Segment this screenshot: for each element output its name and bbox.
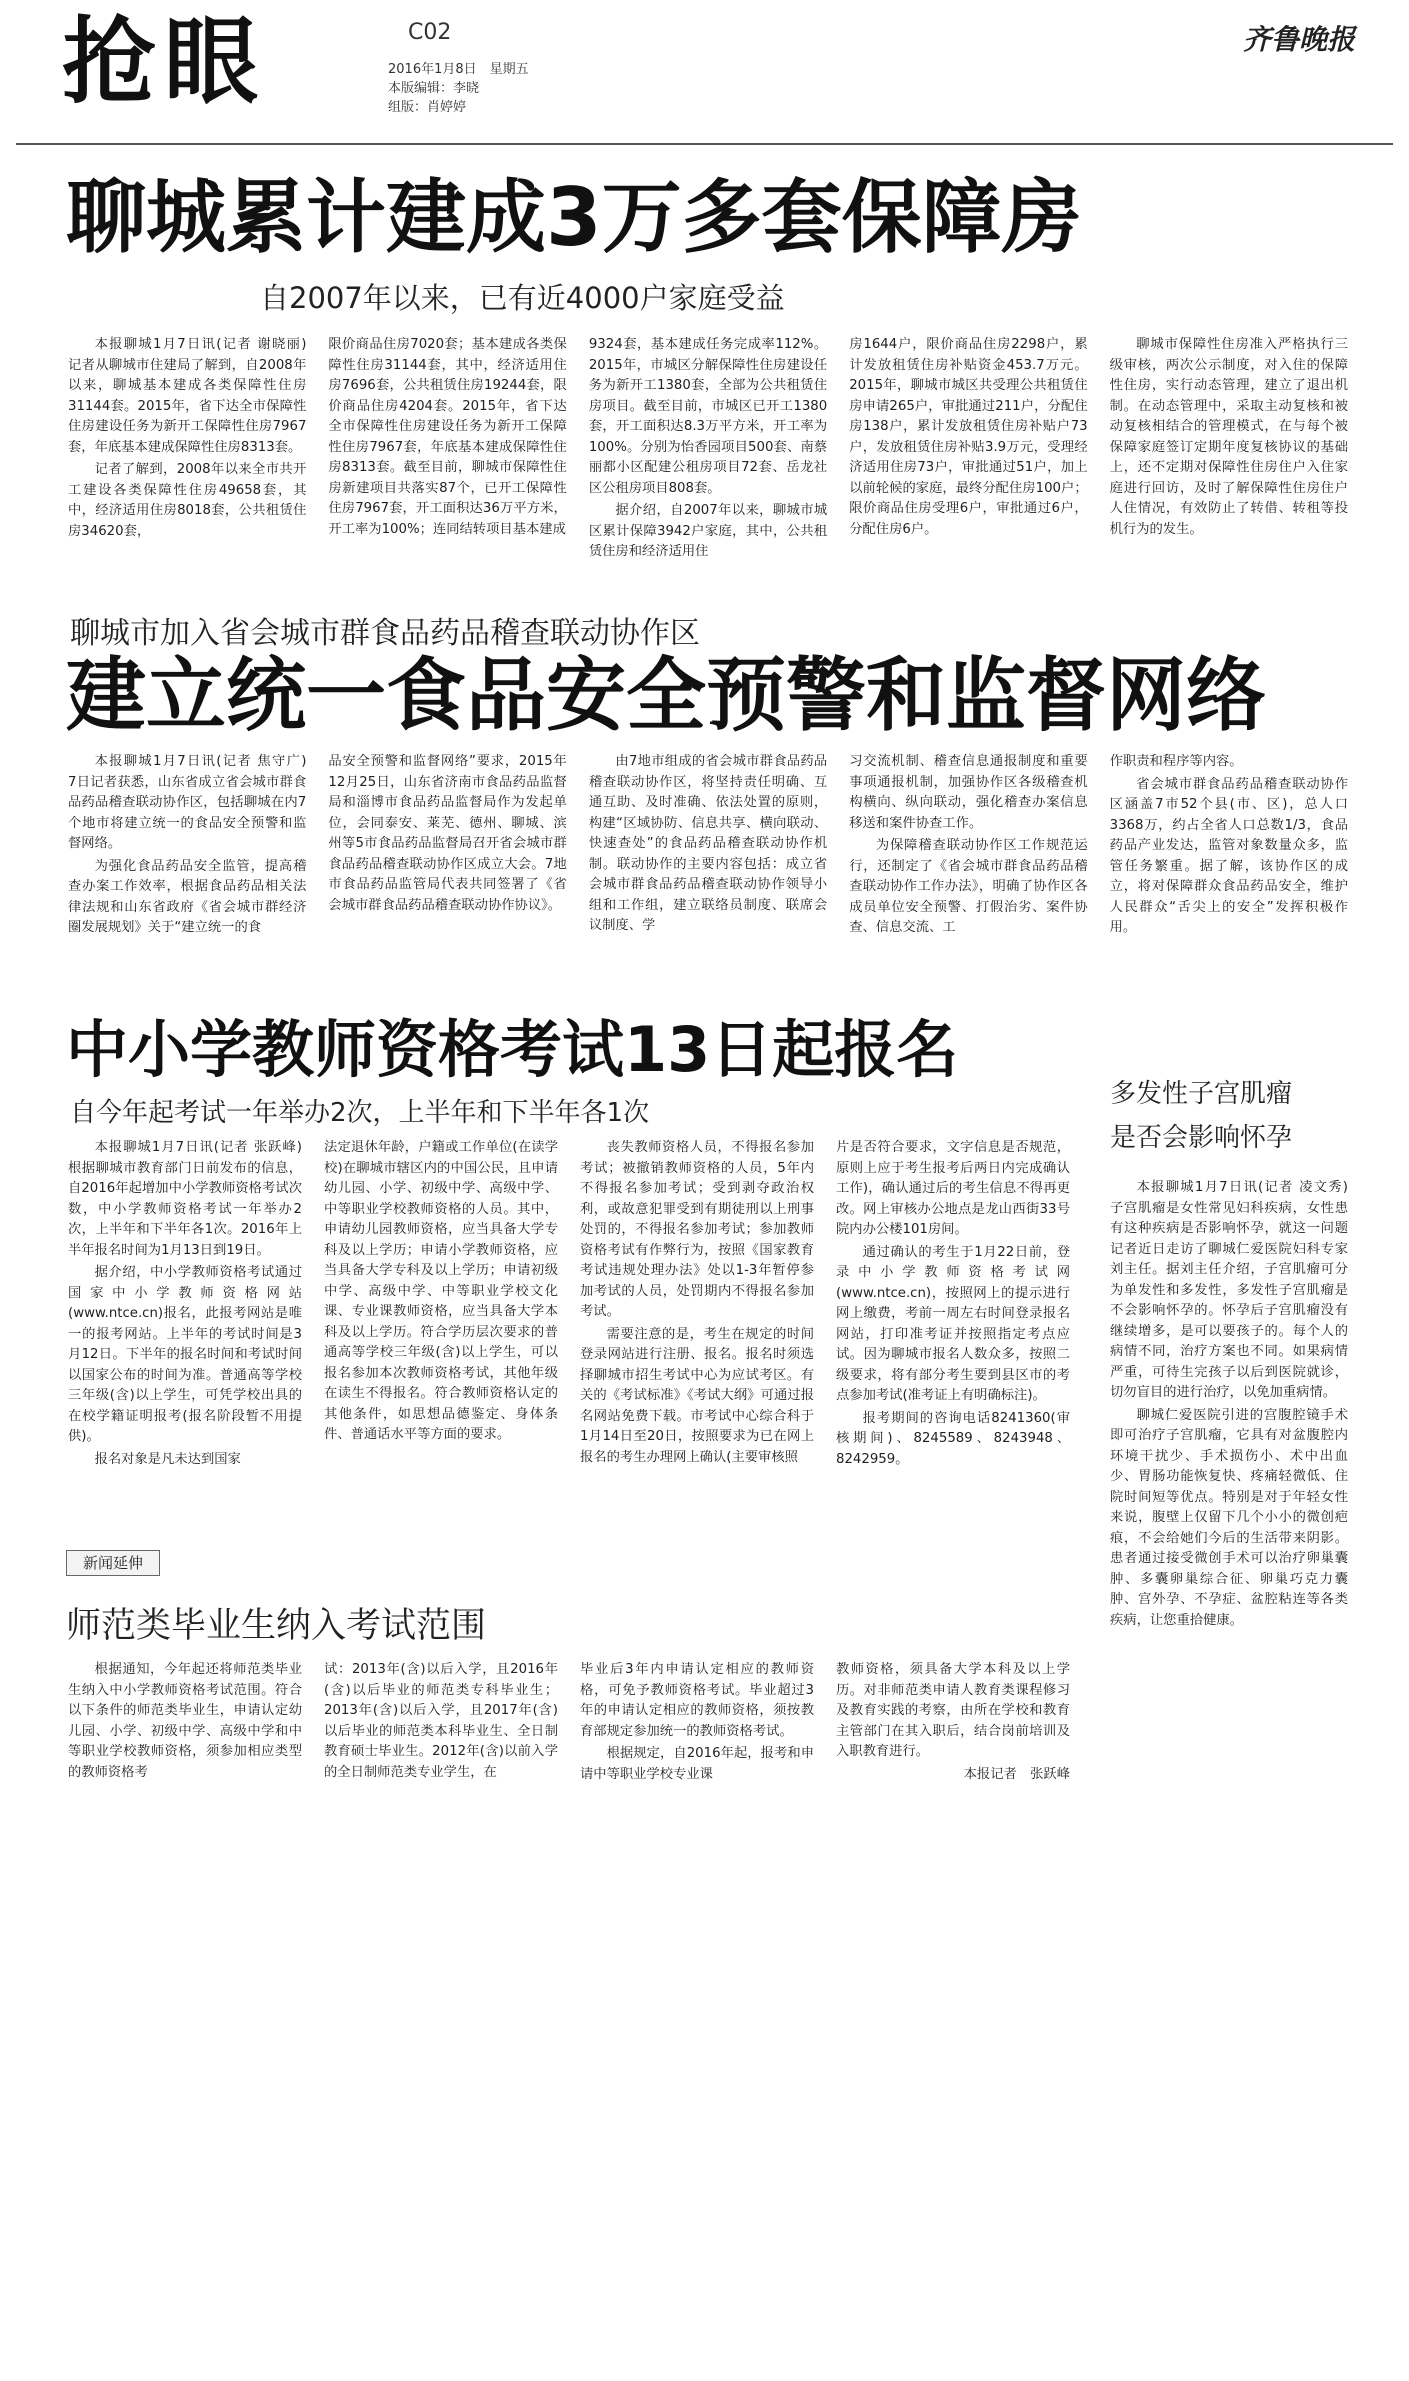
story1-column	[328, 335, 566, 583]
story1-subtitle: 自2007年以来，已有近4000户家庭受益	[260, 281, 785, 315]
sidebar-headline-line: 多发性子宫肌瘤	[1110, 1079, 1293, 1109]
story3-body	[68, 1138, 1070, 1538]
sidebar-headline	[1110, 1072, 1292, 1160]
paragraph: 法定退休年龄，户籍或工作单位(在读学校)在聊城市辖区内的中国公民，且申请幼儿园、小学、初级中学、高级中学、中等职业学校教师资格的人员。其中，申请幼儿园教师资格，应当具备大学专科及以上学历；申请小学教师资格，应当具备大学专科及以上学历；申请初级中学、高级中学、中等职业学校文化课、专业课教师资格，应当具备大学本科及以上学历。符合学历层次要求的普通高等学校三年级(含)以上学生，可以报名参加本次教师资格考试，其他年级在读生不得报名。符合教师资格认定的其他条件，如思想品德鉴定、身体条件、普通话水平等方面的要求。	[324, 1140, 558, 1442]
page-code: C02	[408, 20, 452, 45]
paragraph: 记者了解到，2008年以来全市共开工建设各类保障性住房49658套，其中，经济适用住房8018套，公共租赁住房34620套，	[68, 462, 307, 539]
paragraph: 限价商品住房7020套；基本建成各类保障性住房31144套，其中，经济适用住房7696套，公共租赁住房19244套，限价商品住房4204套。2015年，省下达全市保障性住房建设任务为新开工保障性住房7967套，年底基本建成保障性住房8313套。截至目前，聊城市保障性住房新建项目共落实87个，已开工保障性住房7967套，开工面积达36万平方米，开工率为100%；连同结转项目基本建成	[328, 337, 567, 537]
paragraph: 省会城市群食品药品稽查联动协作区涵盖7市52个县(市、区)，总人口3368万，约占全省人口总数1/3，食品药品产业发达，监管对象数量众多，监管任务繁重。据了解，该协作区的成立，将对保障群众食品药品安全，维护人民群众“舌尖上的安全”发挥积极作用。	[1109, 776, 1349, 935]
paragraph: 9324套，基本建成任务完成率112%。2015年，市城区分解保障性住房建设任务为新开工1380套，全部为公共租赁住房项目。截至目前，市城区已开工1380套，开工面积达8.3万平方米，开工率为100%。分别为怡香园项目500套、南蔡丽都小区配建公租房项目72套、岳龙社区公租房项目808套。	[588, 337, 828, 496]
sidebar-body	[1110, 1178, 1362, 1798]
paragraph: 本报聊城1月7日讯(记者 谢晓丽) 记者从聊城市住建局了解到，自2008年以来，聊城基本建成各类保障性住房31144套。2015年，省下达全市保障性住房建设任务为新开工保障性住房7967套，年底基本建成保障性住房8313套。	[68, 337, 320, 455]
story1-column	[589, 335, 827, 583]
story2-column	[68, 752, 320, 984]
story4-column	[836, 1660, 1070, 1810]
story2-headline: 建立统一食品安全预警和监督网络	[66, 649, 1266, 742]
paragraph: 片是否符合要求，文字信息是否规范，原则上应于考生报考后两日内完成确认工作)，确认通过后的考生信息不得再更改。网上审核办公地点是龙山西街33号院内办公楼101房间。	[836, 1140, 1070, 1237]
paragraph: 为强化食品药品安全监管，提高稽查办案工作效率，根据食品药品相关法律法规和山东省政府《省会城市群经济圈发展规划》关于“建立统一的食	[68, 858, 307, 935]
issue-date: 2016年1月8日 星期五	[388, 62, 529, 77]
paragraph: 根据规定，自2016年起，报考和申请中等职业学校专业课	[580, 1746, 814, 1782]
paragraph: 品安全预警和监督网络”要求，2015年12月25日，山东省济南市食品药品监督局和淄博市食品药品监督局作为发起单位，会同泰安、莱芜、德州、聊城、滨州等5市食品药品监督局召开省会城市群食品药品稽查联动协作区成立大会。7地市食品药品监管局代表共同签署了《省会城市群食品药品稽查联动协作协议》。	[328, 754, 567, 913]
story1-column	[1110, 335, 1348, 583]
paragraph: 据介绍，自2007年以来，聊城市城区累计保障3942户家庭，其中，公共租赁住房和经济适用住	[588, 503, 828, 559]
paragraph: 聊城仁爱医院引进的宫腹腔镜手术即可治疗子宫肌瘤，它具有对盆腹腔内环境干扰少、手术损伤小、术中出血少、胃肠功能恢复快、疼痛轻微低、住院时间短等优点。特别是对于年轻女性来说，腹壁上仅留下几个小小的微创疤痕，不会给她们今后的生活带来阴影。患者通过接受微创手术可以治疗卵巢囊肿、多囊卵巢综合征、卵巢巧克力囊肿、宫外孕、不孕症、盆腔粘连等各类疾病，让您重拾健康。	[1110, 1407, 1348, 1628]
story2-column	[849, 752, 1087, 984]
masthead-meta	[388, 60, 529, 117]
news-extension-tag: 新闻延伸	[66, 1550, 160, 1576]
story3-column	[580, 1138, 814, 1538]
paragraph: 为保障稽查联动协作区工作规范运行，还制定了《省会城市群食品药品稽查联动协作工作办法》，明确了协作区各成员单位安全预警、打假治劣、案件协查、信息交流、工	[849, 838, 1088, 935]
story4-column	[324, 1660, 558, 1810]
story2-column	[1110, 752, 1348, 984]
layout-credit: 组版：肖婷婷	[388, 100, 467, 115]
story1-body	[68, 335, 1348, 583]
story3-column	[68, 1138, 316, 1538]
paragraph: 报名对象是凡未达到国家	[94, 1451, 241, 1467]
paragraph: 丧失教师资格人员，不得报名参加考试；被撤销教师资格的人员，5年内不得报名参加考试；受到剥夺政治权利，或故意犯罪受到有期徒刑以上刑事处罚的，不得报名参加考试；参加教师资格考试有作弊行为，按照《国家教育考试违规处理办法》处以1-3年暂停参加考试的人员，处罚期内不得报名参加考试。	[580, 1140, 814, 1319]
paragraph: 由7地市组成的省会城市群食品药品稽查联动协作区，将坚持责任明确、互通互助、及时准确、依法处置的原则，构建“区域协防、信息共享、横向联动、快速查处”的食品药品稽查联动协作机制。联动协作的主要内容包括：成立省会城市群食品药品稽查联动协作领导小组和工作组，建立联络员制度、联席会议制度、学	[588, 754, 828, 933]
story4-column	[68, 1660, 302, 1810]
paragraph: 聊城市保障性住房准入严格执行三级审核，两次公示制度，对入住的保障性住房，实行动态管理，建立了退出机制。在动态管理中，采取主动复核和被动复核相结合的管理模式，在与每个被保障家庭签订定期年度复核协议的基础上，还不定期对保障性住房住户入住家庭进行回访，及时了解保障性住房住户人住情况，有效防止了转借、转租等投机行为的发生。	[1109, 337, 1349, 537]
paragraph: 本报聊城1月7日讯(记者 焦守广) 7日记者获悉，山东省成立省会城市群食品药品稽查联动协作区，包括聊城在内7个地市将建立统一的食品安全预警和监督网络。	[68, 754, 320, 851]
story2-column	[589, 752, 827, 984]
paragraph: 通过确认的考生于1月22日前，登录中小学教师资格考试网(www.ntce.cn)，按照网上的提示进行网上缴费，考前一周左右时间登录报名网站，打印准考证并按照指定考点应试。因为聊城市报名人数众多，按照二级要求，将有部分考生要到县区市的考点参加考试(准考证上有明确标注)。	[836, 1244, 1070, 1403]
paragraph: 试：2013年(含)以后入学，且2016年(含)以后毕业的师范类专科毕业生；2013年(含)以后入学，且2017年(含)以后毕业的师范类本科毕业生、全日制教育硕士毕业生。2012年(含)以前入学的全日制师范类专业学生，在	[324, 1662, 558, 1780]
paragraph: 需要注意的是，考生在规定的时间登录网站进行注册、报名。报名时须选择聊城市招生考试中心为应试考区。有关的《考试标准》《考试大纲》可通过报名网站免费下载。市考试中心综合科于1月14日至20日，按照要求为已在网上报名的考生办理网上确认(主要审核照	[580, 1326, 814, 1465]
paragraph: 本报聊城1月7日讯(记者 凌文秀) 子宫肌瘤是女性常见妇科疾病，女性患有这种疾病是否影响怀孕，就这一问题记者近日走访了聊城仁爱医院妇科专家刘主任。据刘主任介绍，子宫肌瘤可分为单发性和多发性，多发性子宫肌瘤是不会影响怀孕的。怀孕后子宫肌瘤没有继续增多，是可以要孩子的。每个人的病情不同，治疗方案也不同。如果病情严重，可待生完孩子以后到医院就诊，切勿盲目的进行治疗，以免加重病情。	[1110, 1180, 1362, 1400]
story1-headline: 聊城累计建成3万多套保障房	[66, 171, 1082, 264]
section-brand: 抢眼	[62, 8, 267, 117]
story1-column	[849, 335, 1087, 583]
story3-column	[836, 1138, 1070, 1538]
byline: 本报记者 张跃峰	[963, 1766, 1070, 1782]
story3-subtitle: 自今年起考试一年举办2次，上半年和下半年各1次	[70, 1098, 650, 1128]
story2-column	[328, 752, 566, 984]
story3-headline: 中小学教师资格考试13日起报名	[66, 1013, 959, 1086]
paragraph: 毕业后3年内申请认定相应的教师资格，可免予教师资格考试。毕业超过3年的申请认定相应的教师资格，须按教育部规定参加统一的教师资格考试。	[580, 1662, 814, 1739]
sidebar-headline-line: 是否会影响怀孕	[1110, 1123, 1293, 1153]
story3-column	[324, 1138, 558, 1538]
paragraph: 作职责和程序等内容。	[1109, 754, 1243, 769]
story2-kicker: 聊城市加入省会城市群食品药品稽查联动协作区	[70, 616, 700, 651]
top-divider	[16, 143, 1393, 145]
story4-column	[580, 1660, 814, 1810]
story1-column	[68, 335, 320, 583]
story4-headline: 师范类毕业生纳入考试范围	[66, 1606, 487, 1646]
paragraph: 报考期间的咨询电话8241360(审核期间)、8245589、8243948、8242959。	[836, 1410, 1070, 1467]
paragraph: 据介绍，中小学教师资格考试通过国家中小学教师资格网站(www.ntce.cn)报名，此报考网站是唯一的报考网站。上半年的考试时间是3月12日。下半年的报名时间和考试时间以国家公布的时间为准。普通高等学校三年级(含)以上学生，可凭学校出具的在校学籍证明报考(报名阶段暂不用提供)。	[68, 1265, 302, 1444]
editor-credit: 本版编辑：李晓	[388, 81, 480, 96]
paragraph: 房1644户，限价商品住房2298户，累计发放租赁住房补贴资金453.7万元。2015年，聊城市城区共受理公共租赁住房申请265户，审批通过211户，分配住房138户，累计发放租赁住房补贴户73户，发放租赁住房补贴3.9万元，受理经济适用住房73户，审批通过51户，加上以前轮候的家庭，最终分配住房100户；限价商品住房受理6户，审批通过6户，分配住房6户。	[849, 337, 1088, 537]
story4-body	[68, 1660, 1070, 1810]
paragraph: 根据通知，今年起还将师范类毕业生纳入中小学教师资格考试范围。符合以下条件的师范类毕业生，申请认定幼儿园、小学、初级中学、高级中学和中等职业学校教师资格，须参加相应类型的教师资格考	[68, 1662, 302, 1780]
paragraph: 本报聊城1月7日讯(记者 张跃峰) 根据聊城市教育部门日前发布的信息，自2016年起增加中小学教师资格考试次数，中小学教师资格考试一年举办2次，上半年和下半年各1次。2016年上半年报名时间为1月13日到19日。	[68, 1140, 316, 1258]
paragraph: 习交流机制、稽查信息通报制度和重要事项通报机制，加强协作区各级稽查机构横向、纵向联动，强化稽查办案信息移送和案件协查工作。	[849, 754, 1088, 831]
paragraph: 教师资格，须具备大学本科及以上学历。对非师范类申请人教育类课程修习及教育实践的考察，由所在学校和教育主管部门在其入职后，结合岗前培训及入职教育进行。	[836, 1662, 1070, 1759]
story2-body	[68, 752, 1348, 984]
newspaper-name: 齐鲁晚报	[1242, 23, 1355, 56]
